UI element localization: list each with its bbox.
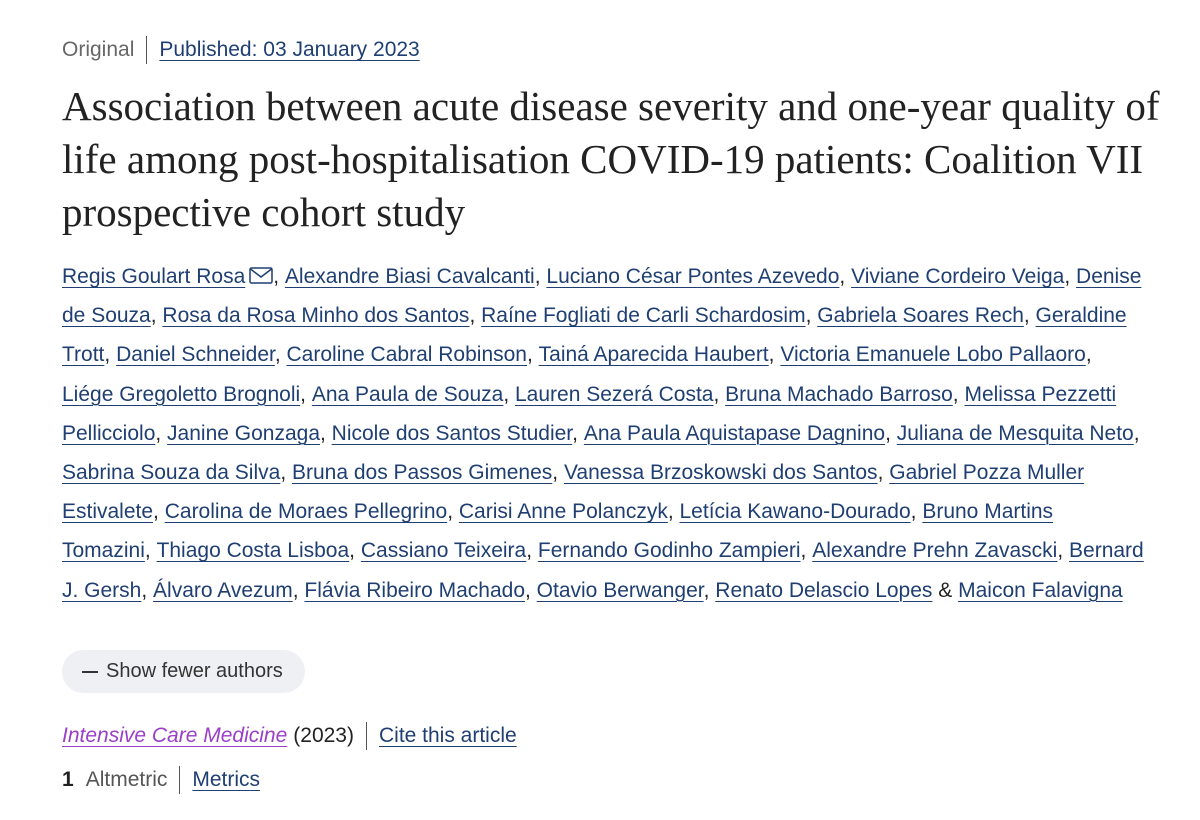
author-separator: ,: [910, 500, 923, 524]
author-item: [153, 579, 304, 602]
author-separator: ,: [1133, 421, 1140, 445]
author-item: [116, 343, 286, 366]
author-separator: ,: [153, 500, 165, 524]
author-separator: ,: [1085, 343, 1092, 367]
author-separator: ,: [713, 382, 726, 406]
author-link[interactable]: Alexandre Biasi Cavalcanti: [284, 265, 535, 288]
author-item: [725, 383, 964, 406]
author-separator: ,: [534, 265, 547, 288]
author-separator: ,: [703, 578, 716, 602]
author-link[interactable]: Álvaro Avezum: [153, 578, 293, 602]
author-link[interactable]: Victoria Emanuele Lobo Pallaoro: [780, 343, 1086, 367]
altmetric-count: 1: [62, 768, 74, 791]
author-item: [584, 422, 897, 445]
author-link[interactable]: Rosa da Rosa Minho dos Santos: [162, 304, 470, 328]
journal-divider: [366, 722, 367, 750]
author-item: [459, 500, 680, 523]
author-separator: ,: [800, 539, 813, 563]
author-link[interactable]: Ana Paula de Souza: [311, 382, 504, 406]
author-link[interactable]: Nicole dos Santos Studier: [331, 421, 573, 445]
author-item: [780, 343, 1091, 366]
author-link[interactable]: Gabriel Pozza Muller Estivalete: [62, 461, 1085, 524]
author-link[interactable]: Renato Delascio Lopes: [715, 578, 933, 602]
author-item: [851, 265, 1076, 288]
author-link[interactable]: Juliana de Mesquita Neto: [896, 421, 1134, 445]
author-separator: ,: [526, 343, 539, 367]
author-link[interactable]: Vanessa Brzoskowski dos Santos: [563, 461, 878, 485]
author-item: [515, 383, 725, 406]
author-separator: ,: [104, 343, 117, 367]
author-separator: ,: [667, 500, 680, 524]
article-title: Association between acute disease severity and one-year quality of life among post-hospitalisation COVID-19 patients: Coalition VII prospective cohort study: [62, 83, 1160, 235]
author-separator: ,: [280, 461, 292, 485]
author-link[interactable]: Regis Goulart Rosa: [62, 265, 246, 288]
author-separator: ,: [273, 265, 285, 288]
author-item: [165, 500, 459, 523]
author-separator: ,: [503, 382, 515, 406]
author-link[interactable]: Letícia Kawano-Dourado: [679, 500, 911, 524]
author-separator: ,: [768, 343, 781, 367]
article-type: Original: [62, 38, 135, 61]
author-link[interactable]: Gabriela Soares Rech: [817, 304, 1024, 328]
author-item: [62, 265, 285, 288]
journal-info: [62, 721, 517, 751]
author-link[interactable]: Tainá Aparecida Haubert: [538, 343, 769, 367]
author-separator: ,: [292, 578, 305, 602]
author-separator: ,: [274, 343, 287, 367]
author-item: [332, 422, 584, 445]
metrics-link[interactable]: Metrics: [192, 768, 261, 791]
author-link[interactable]: Sabrina Souza da Silva: [62, 461, 281, 485]
author-separator: ,: [885, 421, 897, 445]
author-item: [157, 539, 361, 562]
author-separator: ,: [839, 265, 852, 288]
author-link[interactable]: Bruno Martins Tomazini: [62, 500, 1054, 563]
author-item: [546, 265, 851, 288]
author-item: [285, 265, 546, 288]
metrics-info: [62, 765, 260, 795]
journal-link[interactable]: Intensive Care Medicine: [62, 724, 288, 747]
author-separator: ,: [447, 500, 459, 524]
author-link[interactable]: Janine Gonzaga: [167, 421, 320, 445]
author-link[interactable]: Flávia Ribeiro Machado: [304, 578, 525, 602]
author-link[interactable]: Geraldine Trott: [62, 304, 1127, 367]
author-item: [537, 579, 716, 602]
author-link[interactable]: Otavio Berwanger: [536, 578, 704, 602]
author-item: [292, 461, 564, 484]
author-separator: ,: [525, 578, 537, 602]
author-separator: ,: [320, 421, 332, 445]
author-link[interactable]: Viviane Cordeiro Veiga: [851, 265, 1065, 288]
author-link[interactable]: Cassiano Teixeira: [360, 539, 527, 563]
author-item: [62, 461, 292, 484]
meta-divider: [146, 36, 147, 64]
author-item: [287, 343, 539, 366]
author-separator: ,: [349, 539, 361, 563]
author-item: [312, 383, 515, 406]
author-link[interactable]: Raíne Fogliati de Carli Schardosim: [481, 304, 806, 328]
author-link[interactable]: Bernard J. Gersh: [62, 539, 1144, 602]
author-separator: ,: [300, 382, 312, 406]
author-list: [62, 257, 1147, 610]
author-separator: ,: [150, 304, 163, 328]
email-icon[interactable]: [249, 267, 273, 284]
author-item: [481, 304, 817, 327]
author-link[interactable]: Lauren Sezerá Costa: [515, 382, 714, 406]
author-item: [167, 422, 332, 445]
author-separator: ,: [155, 421, 168, 445]
author-item: [897, 422, 1140, 445]
metrics-divider: [179, 766, 180, 794]
author-separator: ,: [469, 304, 482, 328]
author-link[interactable]: Carolina de Moraes Pellegrino: [164, 500, 448, 524]
cite-article-link[interactable]: Cite this article: [378, 724, 517, 747]
article-meta: [62, 36, 420, 64]
author-item: [304, 579, 536, 602]
author-item: [162, 304, 481, 327]
author-link[interactable]: Bruna dos Passos Gimenes: [291, 461, 553, 485]
author-item: [538, 539, 812, 562]
author-item: [564, 461, 889, 484]
show-fewer-authors-button[interactable]: [62, 650, 305, 693]
author-separator: ,: [572, 421, 584, 445]
author-item: [715, 579, 958, 602]
author-separator: ,: [1064, 265, 1077, 288]
author-item: [812, 539, 1069, 562]
author-link[interactable]: Liége Gregoletto Brognoli: [62, 382, 301, 406]
author-separator: ,: [141, 578, 154, 602]
author-link[interactable]: Alexandre Prehn Zavascki: [812, 539, 1058, 563]
author-link[interactable]: Bruna Machado Barroso: [725, 382, 953, 406]
author-separator: ,: [144, 539, 157, 563]
author-link[interactable]: Denise de Souza: [62, 265, 1142, 328]
show-fewer-label: Show fewer authors: [106, 660, 283, 682]
author-final-separator: &: [932, 578, 959, 602]
author-separator: ,: [1023, 304, 1036, 328]
author-item: [958, 579, 1123, 602]
author-link[interactable]: Melissa Pezzetti Pellicciolo: [62, 382, 1117, 445]
author-link[interactable]: Luciano César Pontes Azevedo: [546, 265, 840, 288]
published-date-link[interactable]: Published: 03 January 2023: [159, 38, 420, 61]
author-link[interactable]: Thiago Costa Lisboa: [156, 539, 350, 563]
author-link[interactable]: Ana Paula Aquistapase Dagnino: [583, 421, 886, 445]
author-item: [361, 539, 538, 562]
author-item: [62, 383, 312, 406]
author-link[interactable]: Daniel Schneider: [116, 343, 275, 367]
author-link[interactable]: Fernando Godinho Zampieri: [537, 539, 801, 563]
author-separator: ,: [877, 461, 890, 485]
author-link[interactable]: Caroline Cabral Robinson: [286, 343, 527, 367]
minus-icon: [82, 671, 98, 673]
author-link[interactable]: Carisi Anne Polanczyk: [458, 500, 668, 524]
altmetric-label: Altmetric: [85, 768, 168, 791]
publication-year: (2023): [293, 724, 354, 747]
author-separator: ,: [552, 461, 564, 485]
author-separator: ,: [1057, 539, 1070, 563]
author-separator: ,: [526, 539, 538, 563]
author-link[interactable]: Maicon Falavigna: [958, 578, 1123, 602]
author-item: [680, 500, 923, 523]
author-item: [817, 304, 1035, 327]
author-separator: ,: [805, 304, 818, 328]
author-separator: ,: [952, 382, 965, 406]
author-item: [539, 343, 781, 366]
